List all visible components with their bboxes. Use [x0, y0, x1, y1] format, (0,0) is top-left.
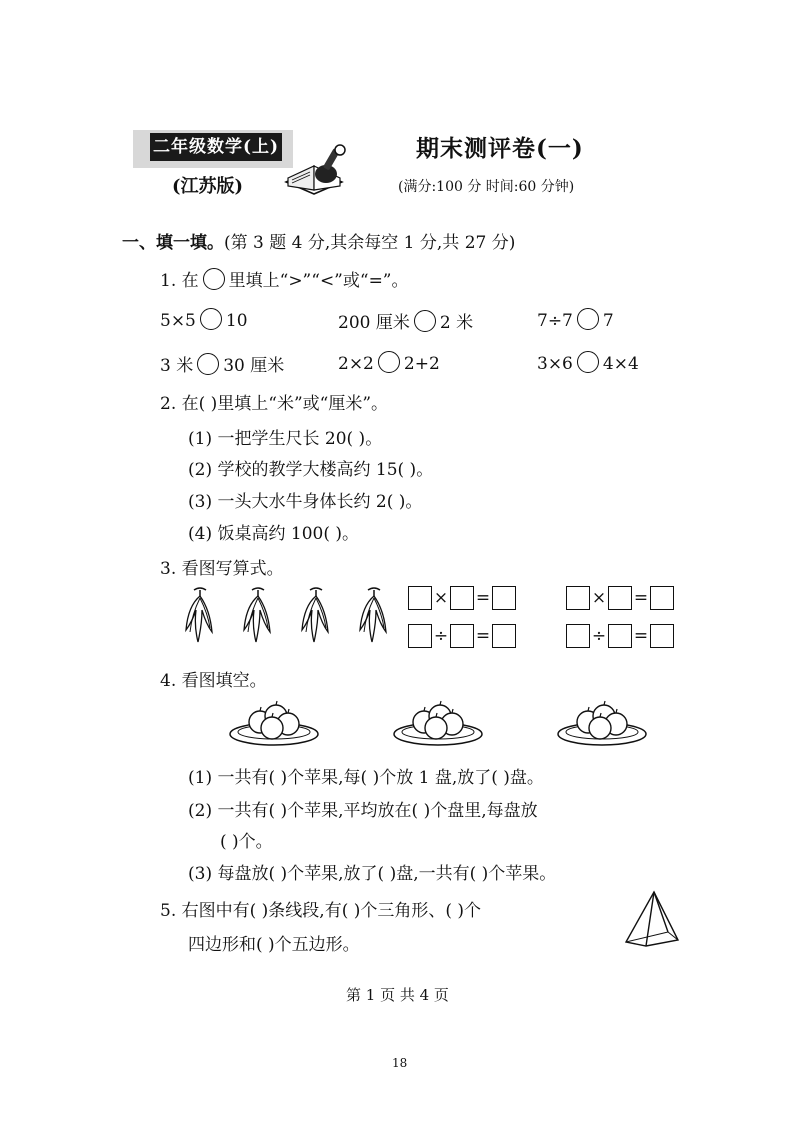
apple-plate-icon	[558, 701, 646, 745]
divide-sign: ÷	[591, 626, 607, 646]
answer-box[interactable]	[650, 586, 674, 610]
divide-sign: ÷	[433, 626, 449, 646]
q1-item-right: 10	[225, 311, 248, 331]
answer-box[interactable]	[566, 586, 590, 610]
q1-prompt-start: 1. 在	[160, 271, 199, 291]
apple-plates-image	[228, 698, 668, 748]
answer-box[interactable]	[650, 624, 674, 648]
chili-bunch-icon	[186, 588, 212, 642]
equation-div-2	[566, 624, 674, 648]
q1-item	[338, 308, 473, 333]
answer-circle[interactable]	[414, 310, 436, 332]
apple-plate-icon	[230, 701, 318, 745]
equation-div-1	[408, 624, 516, 648]
answer-box[interactable]	[450, 586, 474, 610]
equation-mul-2	[566, 586, 674, 610]
equals-sign: =	[475, 588, 491, 608]
answer-box[interactable]	[492, 586, 516, 610]
q1-item-left: 200 厘米	[338, 313, 410, 333]
equals-sign: =	[475, 626, 491, 646]
answer-box[interactable]	[450, 624, 474, 648]
apple-plate-icon	[394, 701, 482, 745]
equation-mul-1	[408, 586, 516, 610]
q1-prompt	[160, 266, 409, 291]
edition-label: (江苏版)	[172, 176, 244, 197]
q1-item-right: 30 厘米	[223, 356, 285, 376]
q1-item-right: 4×4	[602, 354, 639, 374]
q1-item-left: 3 米	[160, 356, 194, 376]
times-sign: ×	[591, 588, 607, 608]
q1-item	[160, 351, 284, 376]
q1-prompt-end: 里填上“>”“<”或“=”。	[228, 271, 409, 291]
section-note: (第 3 题 4 分,其余每空 1 分,共 27 分)	[224, 233, 516, 253]
q1-item-left: 2×2	[338, 354, 374, 374]
answer-box[interactable]	[566, 624, 590, 648]
score-info: (满分:100 分 时间:60 分钟)	[398, 179, 575, 195]
q5-line2: 四边形和( )个五边形。	[188, 935, 360, 955]
chili-bunch-icon	[244, 588, 270, 642]
answer-circle[interactable]	[200, 308, 222, 330]
q4-item: ( )个。	[220, 832, 273, 852]
q1-item	[537, 351, 639, 374]
q1-item-left: 7÷7	[537, 311, 573, 331]
q2-item: (2) 学校的教学大楼高约 15( )。	[188, 460, 434, 480]
q2-item: (3) 一头大水牛身体长约 2( )。	[188, 492, 423, 512]
times-sign: ×	[433, 588, 449, 608]
pyramid-figure-icon	[624, 890, 684, 950]
page-number: 18	[392, 1056, 408, 1070]
chili-bunches-image	[180, 586, 420, 646]
q1-item	[537, 308, 614, 331]
q2-prompt: 2. 在( )里填上“米”或“厘米”。	[160, 394, 389, 414]
page-info: 第 1 页 共 4 页	[346, 986, 449, 1004]
answer-circle[interactable]	[577, 351, 599, 373]
page-title: 期末测评卷(一)	[416, 135, 584, 162]
q4-item: (2) 一共有( )个苹果,平均放在( )个盘里,每盘放	[188, 801, 538, 821]
chili-bunch-icon	[360, 588, 386, 642]
q1-item-left: 5×5	[160, 311, 196, 331]
q4-item: (3) 每盘放( )个苹果,放了( )盘,一共有( )个苹果。	[188, 864, 557, 884]
answer-circle[interactable]	[577, 308, 599, 330]
section-heading	[122, 228, 515, 253]
answer-box[interactable]	[608, 624, 632, 648]
q2-item: (4) 饭桌高约 100( )。	[188, 524, 360, 544]
q1-item-right: 7	[602, 311, 614, 331]
answer-circle[interactable]	[197, 353, 219, 375]
answer-box[interactable]	[492, 624, 516, 648]
answer-box[interactable]	[608, 586, 632, 610]
q2-item: (1) 一把学生尺长 20( )。	[188, 429, 383, 449]
q1-item-left: 3×6	[537, 354, 573, 374]
chili-bunch-icon	[302, 588, 328, 642]
grade-badge: 二年级数学(上)	[150, 133, 282, 161]
answer-box[interactable]	[408, 624, 432, 648]
q1-item	[338, 351, 440, 374]
q4-prompt: 4. 看图填空。	[160, 671, 267, 691]
q1-item-right: 2 米	[439, 313, 474, 333]
equals-sign: =	[633, 626, 649, 646]
q5-line1: 5. 右图中有( )条线段,有( )个三角形、( )个	[160, 901, 482, 921]
answer-circle[interactable]	[378, 351, 400, 373]
circle-icon	[203, 268, 225, 290]
answer-box[interactable]	[408, 586, 432, 610]
section-title: 一、填一填。	[122, 233, 224, 253]
q1-item-right: 2+2	[403, 354, 440, 374]
q4-item: (1) 一共有( )个苹果,每( )个放 1 盘,放了( )盘。	[188, 768, 544, 788]
equals-sign: =	[633, 588, 649, 608]
book-mascot-icon	[284, 142, 354, 197]
q1-item	[160, 308, 248, 331]
q3-prompt: 3. 看图写算式。	[160, 559, 284, 579]
